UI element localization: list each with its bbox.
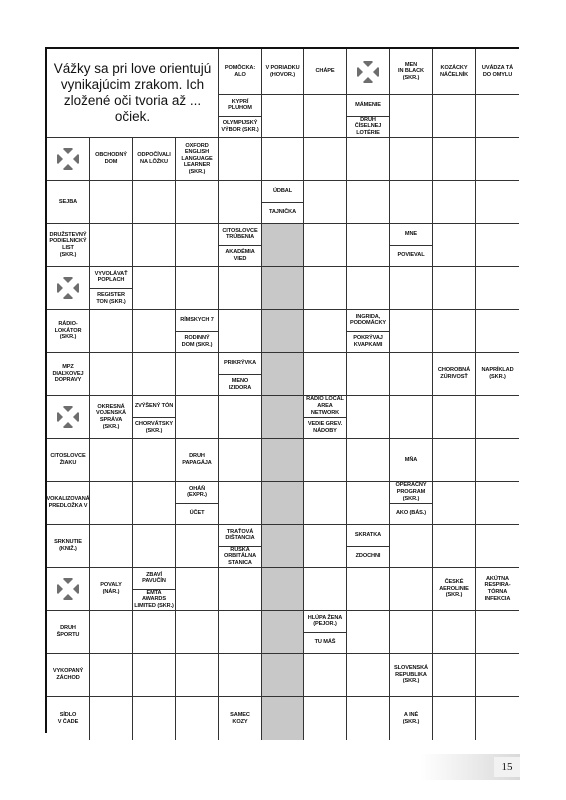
clue-text: POKRÝVAJ KVAPKAMI bbox=[347, 331, 389, 353]
clue-text: KOZÁCKY NÁČELNÍK bbox=[439, 64, 469, 78]
clue-text: VYVOLÁVAŤ POPLACH bbox=[94, 270, 128, 284]
clue-text: OLYMPIJSKÝ VÝBOR (SKR.) bbox=[219, 116, 261, 138]
answer-cell[interactable] bbox=[304, 310, 347, 353]
answer-cell[interactable] bbox=[347, 353, 390, 396]
clue-text: SEJBA bbox=[58, 198, 78, 205]
answer-cell[interactable] bbox=[304, 697, 347, 740]
answer-cell[interactable] bbox=[219, 568, 262, 611]
answer-cell[interactable] bbox=[219, 267, 262, 310]
clue-cell bbox=[176, 439, 219, 482]
answer-cell[interactable] bbox=[476, 181, 519, 224]
answer-cell[interactable] bbox=[433, 138, 476, 181]
clue-text: AKADÉMIA VIED bbox=[219, 245, 261, 267]
clue-text: ZVÝŠENÝ TÓN bbox=[134, 402, 174, 409]
answer-cell[interactable] bbox=[90, 353, 133, 396]
clue-text: EMTA AWARDS LIMITED (SKR.) bbox=[134, 589, 174, 610]
answer-cell[interactable] bbox=[219, 310, 262, 353]
answer-cell[interactable] bbox=[176, 525, 219, 568]
answer-cell[interactable] bbox=[347, 654, 390, 697]
clue-cell bbox=[390, 697, 433, 740]
diamond-marker-cell bbox=[347, 49, 390, 95]
clue-text: OHÁŇ (EXPR.) bbox=[187, 485, 207, 499]
clue-text: RADIO LOCAL AREA NETWORK bbox=[306, 396, 344, 416]
clue-cell bbox=[47, 482, 90, 525]
answer-cell[interactable] bbox=[433, 267, 476, 310]
clue-text: CHÁPE bbox=[315, 68, 335, 75]
clue-text: ČESKÉ AEROLINIE (SKR.) bbox=[439, 579, 469, 599]
clue-text: POMÔCKA: ALO bbox=[224, 64, 256, 78]
answer-cell[interactable] bbox=[176, 224, 219, 267]
answer-cell[interactable] bbox=[433, 396, 476, 439]
clue-cell bbox=[262, 49, 304, 95]
clue-cell bbox=[219, 95, 262, 138]
clue-cell bbox=[47, 697, 90, 740]
answer-cell[interactable] bbox=[219, 611, 262, 654]
answer-cell[interactable] bbox=[390, 138, 433, 181]
clue-text: V PORIADKU (HOVOR.) bbox=[265, 64, 300, 78]
clue-text: SAMEC KOZY bbox=[230, 711, 250, 725]
clue-text: VEDIE GREV. NÁDOBY bbox=[304, 417, 346, 439]
answer-cell[interactable] bbox=[433, 654, 476, 697]
puzzle-title-text: Vážky sa pri love orientujú vynikajúcim zrakom. Ich zložené oči tvoria až ... očiek. bbox=[53, 61, 212, 124]
answer-cell[interactable] bbox=[476, 267, 519, 310]
clue-text: RODINNÝ DOM (SKR.) bbox=[176, 331, 218, 353]
clue-text: CHOROBNÁ ZÚRIVOSŤ bbox=[437, 367, 471, 380]
answer-cell[interactable] bbox=[390, 568, 433, 611]
clue-text: MŇA bbox=[404, 456, 418, 463]
solution-cell[interactable] bbox=[262, 697, 304, 740]
answer-cell[interactable] bbox=[133, 654, 176, 697]
solution-cell[interactable] bbox=[262, 353, 304, 396]
clue-cell bbox=[433, 49, 476, 95]
answer-cell[interactable] bbox=[133, 224, 176, 267]
clue-text: CHORVÁTSKY (SKR.) bbox=[133, 417, 175, 439]
clue-text: NAPRÍKLAD (SKR.) bbox=[481, 367, 514, 380]
answer-cell[interactable] bbox=[176, 353, 219, 396]
clue-text: TAJNIČKA bbox=[262, 202, 303, 224]
answer-cell[interactable] bbox=[304, 353, 347, 396]
clue-cell bbox=[219, 525, 262, 568]
answer-cell[interactable] bbox=[390, 611, 433, 654]
answer-cell[interactable] bbox=[176, 654, 219, 697]
clue-cell bbox=[176, 138, 219, 181]
answer-cell[interactable] bbox=[390, 396, 433, 439]
answer-cell[interactable] bbox=[433, 439, 476, 482]
clue-text: SRKNUTIE (KNIŽ.) bbox=[54, 539, 82, 552]
clue-text: REGISTER TON (SKR.) bbox=[90, 288, 132, 310]
clue-cell bbox=[47, 310, 90, 353]
answer-cell[interactable] bbox=[90, 439, 133, 482]
clue-text: UVÁDZA TÁ DO OMYLU bbox=[481, 64, 514, 78]
answer-cell[interactable] bbox=[433, 310, 476, 353]
clue-text: TRAŤOVÁ DIŠTANCIA bbox=[225, 528, 255, 542]
clue-text: AKÚTNA RESPIRA- TÓRNA INFEKCIA bbox=[484, 575, 511, 602]
clue-text: TU MÁŠ bbox=[304, 632, 346, 654]
answer-cell[interactable] bbox=[133, 310, 176, 353]
answer-cell[interactable] bbox=[347, 224, 390, 267]
clue-cell bbox=[47, 353, 90, 396]
solution-cell[interactable] bbox=[262, 310, 304, 353]
clue-text: MPZ DIAĽKOVEJ DOPRAVY bbox=[52, 364, 84, 384]
clue-cell bbox=[219, 224, 262, 267]
clue-cell bbox=[347, 95, 390, 138]
answer-cell[interactable] bbox=[90, 525, 133, 568]
answer-cell[interactable] bbox=[476, 654, 519, 697]
answer-cell[interactable] bbox=[390, 181, 433, 224]
clue-text: MEN IN BLACK (SKR.) bbox=[398, 61, 424, 81]
answer-cell[interactable] bbox=[176, 611, 219, 654]
answer-cell[interactable] bbox=[90, 181, 133, 224]
clue-text: ÚDBAL bbox=[272, 187, 293, 194]
answer-cell[interactable] bbox=[176, 568, 219, 611]
solution-cell[interactable] bbox=[262, 482, 304, 525]
solution-cell[interactable] bbox=[262, 568, 304, 611]
solution-cell[interactable] bbox=[262, 267, 304, 310]
clue-text: RUSKÁ ORBITÁLNA STANICA bbox=[219, 546, 261, 568]
clue-cell bbox=[304, 49, 347, 95]
answer-cell[interactable] bbox=[133, 439, 176, 482]
answer-cell[interactable] bbox=[304, 439, 347, 482]
answer-cell[interactable] bbox=[476, 95, 519, 138]
clue-cell bbox=[90, 138, 133, 181]
diamond-marker-cell bbox=[47, 267, 90, 310]
clue-text: POVALY (NÁR.) bbox=[100, 582, 122, 595]
clue-cell bbox=[304, 611, 347, 654]
clue-cell bbox=[476, 353, 519, 396]
clue-text: ODPOČÍVALI NA LÔŽKU bbox=[137, 152, 171, 165]
answer-cell[interactable] bbox=[476, 138, 519, 181]
solution-cell[interactable] bbox=[262, 224, 304, 267]
clue-cell bbox=[219, 353, 262, 396]
clue-cell bbox=[133, 568, 176, 611]
clue-text: VYKOPANÝ ZÁCHOD bbox=[52, 668, 84, 681]
page-number: 15 bbox=[494, 757, 520, 777]
answer-cell[interactable] bbox=[219, 138, 262, 181]
answer-cell[interactable] bbox=[433, 224, 476, 267]
answer-cell[interactable] bbox=[262, 95, 304, 138]
clue-cell bbox=[390, 654, 433, 697]
answer-cell[interactable] bbox=[219, 181, 262, 224]
answer-cell[interactable] bbox=[133, 482, 176, 525]
answer-cell[interactable] bbox=[347, 396, 390, 439]
answer-cell[interactable] bbox=[304, 181, 347, 224]
answer-cell[interactable] bbox=[347, 611, 390, 654]
answer-cell[interactable] bbox=[476, 611, 519, 654]
answer-cell[interactable] bbox=[90, 224, 133, 267]
diamond-marker-cell bbox=[47, 568, 90, 611]
answer-cell[interactable] bbox=[433, 181, 476, 224]
answer-cell[interactable] bbox=[133, 525, 176, 568]
solution-cell[interactable] bbox=[262, 654, 304, 697]
clue-cell bbox=[47, 439, 90, 482]
answer-cell[interactable] bbox=[347, 568, 390, 611]
clue-text: POVIEVAL bbox=[390, 245, 432, 267]
diamond-arrows-icon bbox=[57, 406, 79, 428]
clue-text: CITOSLOVCE ŽIAKU bbox=[50, 453, 86, 466]
clue-cell bbox=[390, 439, 433, 482]
clue-cell bbox=[219, 697, 262, 740]
answer-cell[interactable] bbox=[476, 224, 519, 267]
diamond-arrows-icon bbox=[57, 148, 79, 170]
answer-cell[interactable] bbox=[347, 181, 390, 224]
clue-text: SKRATKA bbox=[354, 531, 382, 538]
answer-cell[interactable] bbox=[304, 482, 347, 525]
answer-cell[interactable] bbox=[90, 697, 133, 740]
clue-text: RÍMSKYCH 7 bbox=[180, 316, 214, 323]
solution-cell[interactable] bbox=[262, 525, 304, 568]
clue-text: OKRESNÁ VOJENSKÁ SPRÁVA (SKR.) bbox=[96, 403, 126, 430]
answer-cell[interactable] bbox=[176, 181, 219, 224]
clue-text: A INÉ (SKR.) bbox=[402, 711, 420, 725]
clue-cell bbox=[433, 353, 476, 396]
answer-cell[interactable] bbox=[219, 439, 262, 482]
answer-cell[interactable] bbox=[219, 396, 262, 439]
clue-cell bbox=[304, 396, 347, 439]
clue-cell bbox=[347, 525, 390, 568]
answer-cell[interactable] bbox=[476, 525, 519, 568]
answer-cell[interactable] bbox=[476, 439, 519, 482]
answer-cell[interactable] bbox=[476, 310, 519, 353]
clue-text: VOKALIZOVANÁ PREDLOŽKA V bbox=[46, 496, 90, 509]
clue-cell bbox=[47, 525, 90, 568]
clue-text: OXFORD ENGLISH LANGUAGE LEARNER (SKR.) bbox=[181, 142, 213, 175]
answer-cell[interactable] bbox=[433, 482, 476, 525]
clue-text: DRUŽSTEVNÝ PODIELNICKÝ LIST (SKR.) bbox=[49, 231, 87, 258]
clue-cell bbox=[390, 224, 433, 267]
answer-cell[interactable] bbox=[347, 439, 390, 482]
clue-cell bbox=[390, 482, 433, 525]
answer-cell[interactable] bbox=[219, 654, 262, 697]
clue-text: SLOVENSKÁ REPUBLIKA (SKR.) bbox=[394, 665, 428, 685]
clue-cell bbox=[90, 568, 133, 611]
diamond-marker-cell bbox=[47, 138, 90, 181]
clue-text: ZBAVÍ PAVUČÍN bbox=[142, 571, 166, 585]
answer-cell[interactable] bbox=[390, 353, 433, 396]
clue-cell bbox=[433, 568, 476, 611]
clue-cell bbox=[219, 49, 262, 95]
clue-text: DRUH PAPAGÁJA bbox=[182, 453, 212, 466]
clue-text: HLÚPA ŽENA (PEJOR.) bbox=[307, 614, 343, 628]
clue-text: RÁDIO- LOKÁTOR (SKR.) bbox=[54, 321, 82, 341]
answer-cell[interactable] bbox=[433, 697, 476, 740]
clue-cell bbox=[47, 654, 90, 697]
answer-cell[interactable] bbox=[433, 525, 476, 568]
clue-cell bbox=[133, 396, 176, 439]
answer-cell[interactable] bbox=[390, 95, 433, 138]
answer-cell[interactable] bbox=[304, 525, 347, 568]
clue-text: OPERAČNÝ PROGRAM (SKR.) bbox=[395, 482, 427, 502]
answer-cell[interactable] bbox=[347, 138, 390, 181]
answer-cell[interactable] bbox=[176, 267, 219, 310]
answer-cell[interactable] bbox=[90, 611, 133, 654]
answer-cell[interactable] bbox=[133, 697, 176, 740]
answer-cell[interactable] bbox=[133, 181, 176, 224]
answer-cell[interactable] bbox=[347, 482, 390, 525]
clue-text: KYPRÍ PLUHOM bbox=[228, 98, 252, 112]
answer-cell[interactable] bbox=[133, 267, 176, 310]
clue-cell bbox=[176, 310, 219, 353]
answer-cell[interactable] bbox=[262, 138, 304, 181]
answer-cell[interactable] bbox=[90, 654, 133, 697]
clue-cell bbox=[176, 482, 219, 525]
clue-text: INGRIDA, PODOMÁCKY bbox=[349, 313, 387, 327]
clue-cell bbox=[476, 568, 519, 611]
clue-text: MENO IZIDORA bbox=[219, 374, 261, 396]
answer-cell[interactable] bbox=[90, 482, 133, 525]
clue-cell bbox=[347, 310, 390, 353]
solution-cell[interactable] bbox=[262, 396, 304, 439]
clue-text: DRUH ČÍSELNEJ LOTÉRIE bbox=[347, 116, 389, 138]
answer-cell[interactable] bbox=[390, 525, 433, 568]
clue-text: PRIKRÝVKA bbox=[223, 359, 257, 366]
clue-text: SÍDLO V ČADE bbox=[57, 711, 79, 725]
answer-cell[interactable] bbox=[433, 95, 476, 138]
clue-cell bbox=[476, 49, 519, 95]
answer-cell[interactable] bbox=[304, 267, 347, 310]
clue-text: ZDOCHNI bbox=[347, 546, 389, 568]
answer-cell[interactable] bbox=[476, 396, 519, 439]
answer-cell[interactable] bbox=[176, 697, 219, 740]
crossword-grid bbox=[45, 47, 519, 733]
answer-cell[interactable] bbox=[176, 396, 219, 439]
answer-cell[interactable] bbox=[133, 611, 176, 654]
answer-cell[interactable] bbox=[390, 310, 433, 353]
clue-text: MNE bbox=[404, 230, 418, 237]
answer-cell[interactable] bbox=[304, 224, 347, 267]
answer-cell[interactable] bbox=[133, 353, 176, 396]
answer-cell[interactable] bbox=[304, 568, 347, 611]
clue-cell bbox=[90, 396, 133, 439]
clue-text: CITOSLOVCE TRÚBENIA bbox=[222, 227, 258, 241]
clue-cell bbox=[47, 181, 90, 224]
clue-cell bbox=[133, 138, 176, 181]
answer-cell[interactable] bbox=[347, 697, 390, 740]
clue-cell bbox=[90, 267, 133, 310]
diamond-arrows-icon bbox=[357, 61, 379, 83]
diamond-arrows-icon bbox=[57, 277, 79, 299]
clue-cell bbox=[390, 49, 433, 95]
answer-cell[interactable] bbox=[304, 138, 347, 181]
clue-text: DRUH ŠPORTU bbox=[56, 625, 80, 638]
clue-text: AKO (BÁS.) bbox=[390, 503, 432, 525]
answer-cell[interactable] bbox=[304, 654, 347, 697]
answer-cell[interactable] bbox=[476, 482, 519, 525]
clue-text: MÁMENIE bbox=[355, 101, 381, 108]
clue-cell bbox=[47, 611, 90, 654]
diamond-marker-cell bbox=[47, 396, 90, 439]
answer-cell[interactable] bbox=[390, 267, 433, 310]
clue-text: ÚČET bbox=[176, 503, 218, 525]
answer-cell[interactable] bbox=[433, 611, 476, 654]
solution-cell[interactable] bbox=[262, 611, 304, 654]
answer-cell[interactable] bbox=[476, 697, 519, 740]
clue-cell bbox=[47, 224, 90, 267]
answer-cell[interactable] bbox=[90, 310, 133, 353]
answer-cell[interactable] bbox=[304, 95, 347, 138]
answer-cell[interactable] bbox=[219, 482, 262, 525]
clue-cell bbox=[262, 181, 304, 224]
solution-cell[interactable] bbox=[262, 439, 304, 482]
answer-cell[interactable] bbox=[347, 267, 390, 310]
puzzle-title bbox=[47, 49, 219, 138]
clue-text: OBCHODNÝ DOM bbox=[95, 152, 127, 165]
diamond-arrows-icon bbox=[57, 578, 79, 600]
